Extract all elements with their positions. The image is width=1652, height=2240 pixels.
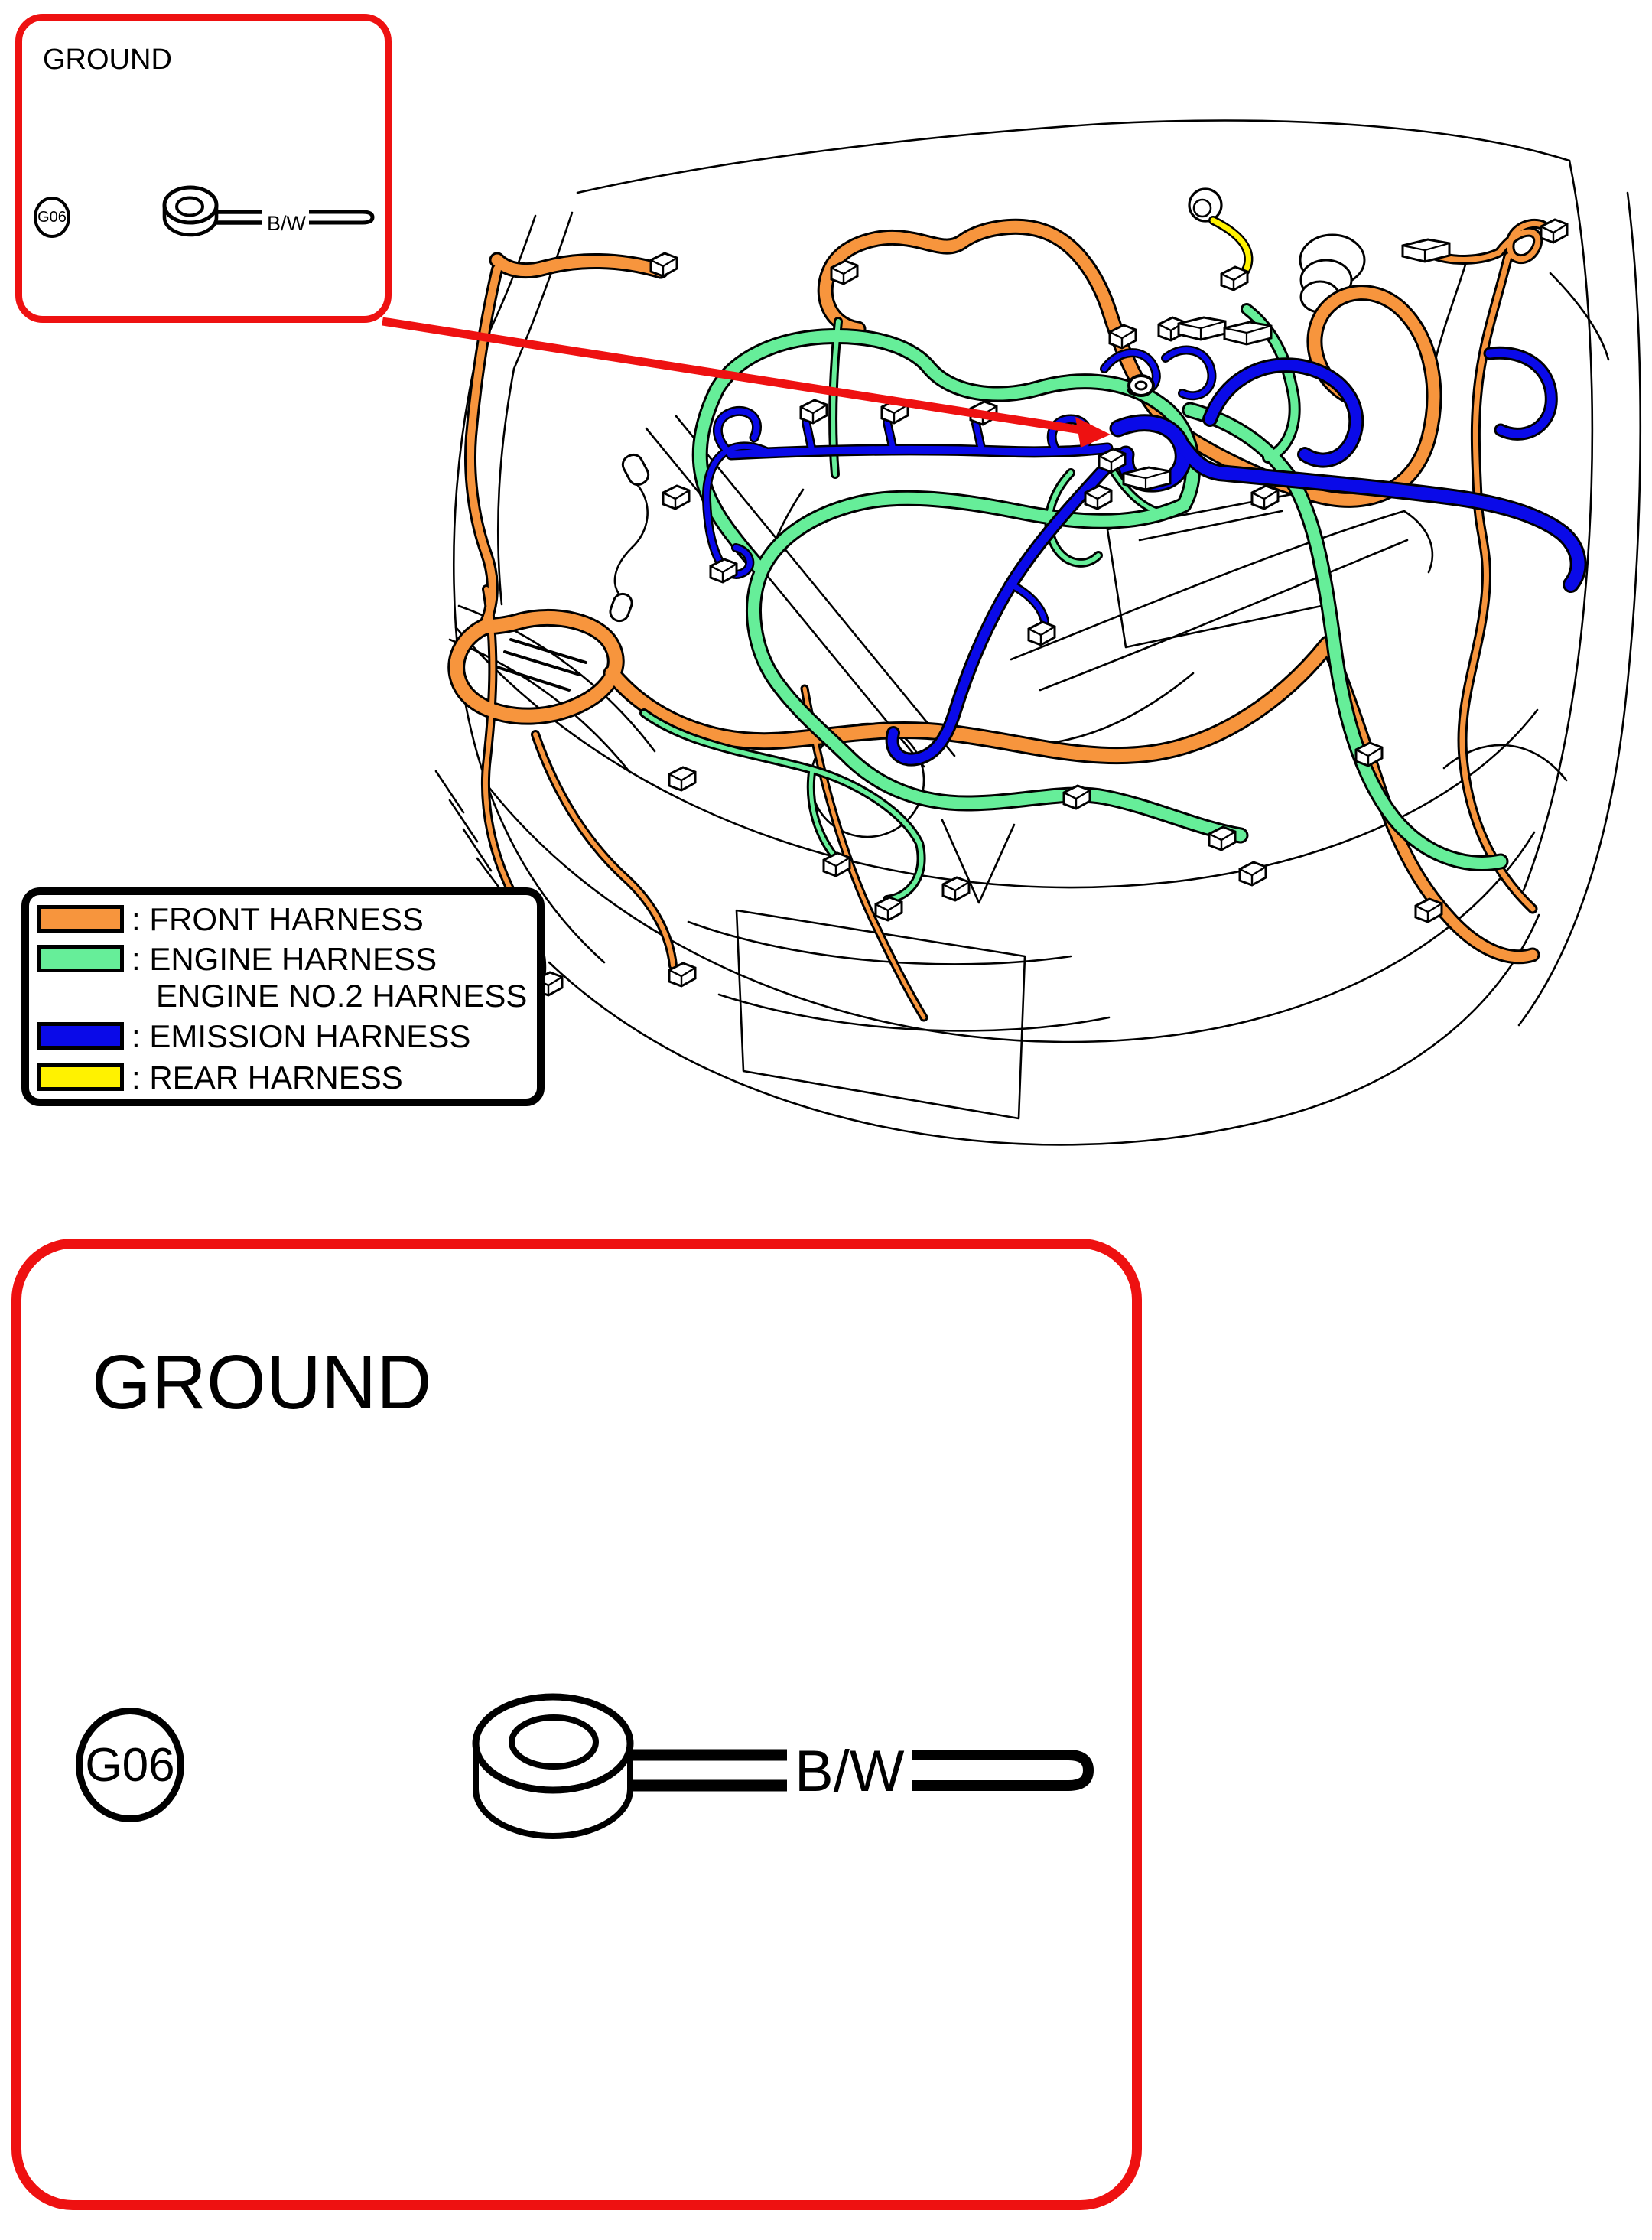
pigtail-wire xyxy=(608,451,652,623)
bulb-socket xyxy=(1189,189,1221,221)
harness-legend xyxy=(21,887,545,1106)
legend-label-front: : FRONT HARNESS xyxy=(132,901,424,937)
ground-callout-large xyxy=(11,1239,1142,2210)
legend-label-rear: : REAR HARNESS xyxy=(132,1060,403,1096)
callout-title: GROUND xyxy=(92,1340,432,1425)
locator-arrow xyxy=(382,321,1111,448)
wire-code-label: B/W xyxy=(795,1739,905,1804)
ground-id-label: G06 xyxy=(37,208,67,226)
legend-swatch-front xyxy=(37,905,124,933)
legend-label-emission: : EMISSION HARNESS xyxy=(132,1018,471,1054)
legend-swatch-rear xyxy=(37,1063,124,1091)
legend-label-engine: : ENGINE HARNESS xyxy=(132,941,437,977)
wire-code-label: B/W xyxy=(267,212,306,235)
ring-terminal-icon xyxy=(449,1688,1122,1853)
ground-id-badge xyxy=(76,1708,184,1822)
legend-label-engine-no2: ENGINE NO.2 HARNESS xyxy=(156,978,528,1014)
ring-terminal-icon xyxy=(131,177,383,261)
ground-id-badge xyxy=(34,197,70,238)
legend-swatch-emission xyxy=(37,1022,124,1050)
ground-callout-small xyxy=(15,14,392,323)
callout-title: GROUND xyxy=(43,44,172,76)
ground-id-label: G06 xyxy=(85,1738,175,1792)
engine-harness xyxy=(644,309,1501,900)
legend-swatch-engine xyxy=(37,945,124,972)
